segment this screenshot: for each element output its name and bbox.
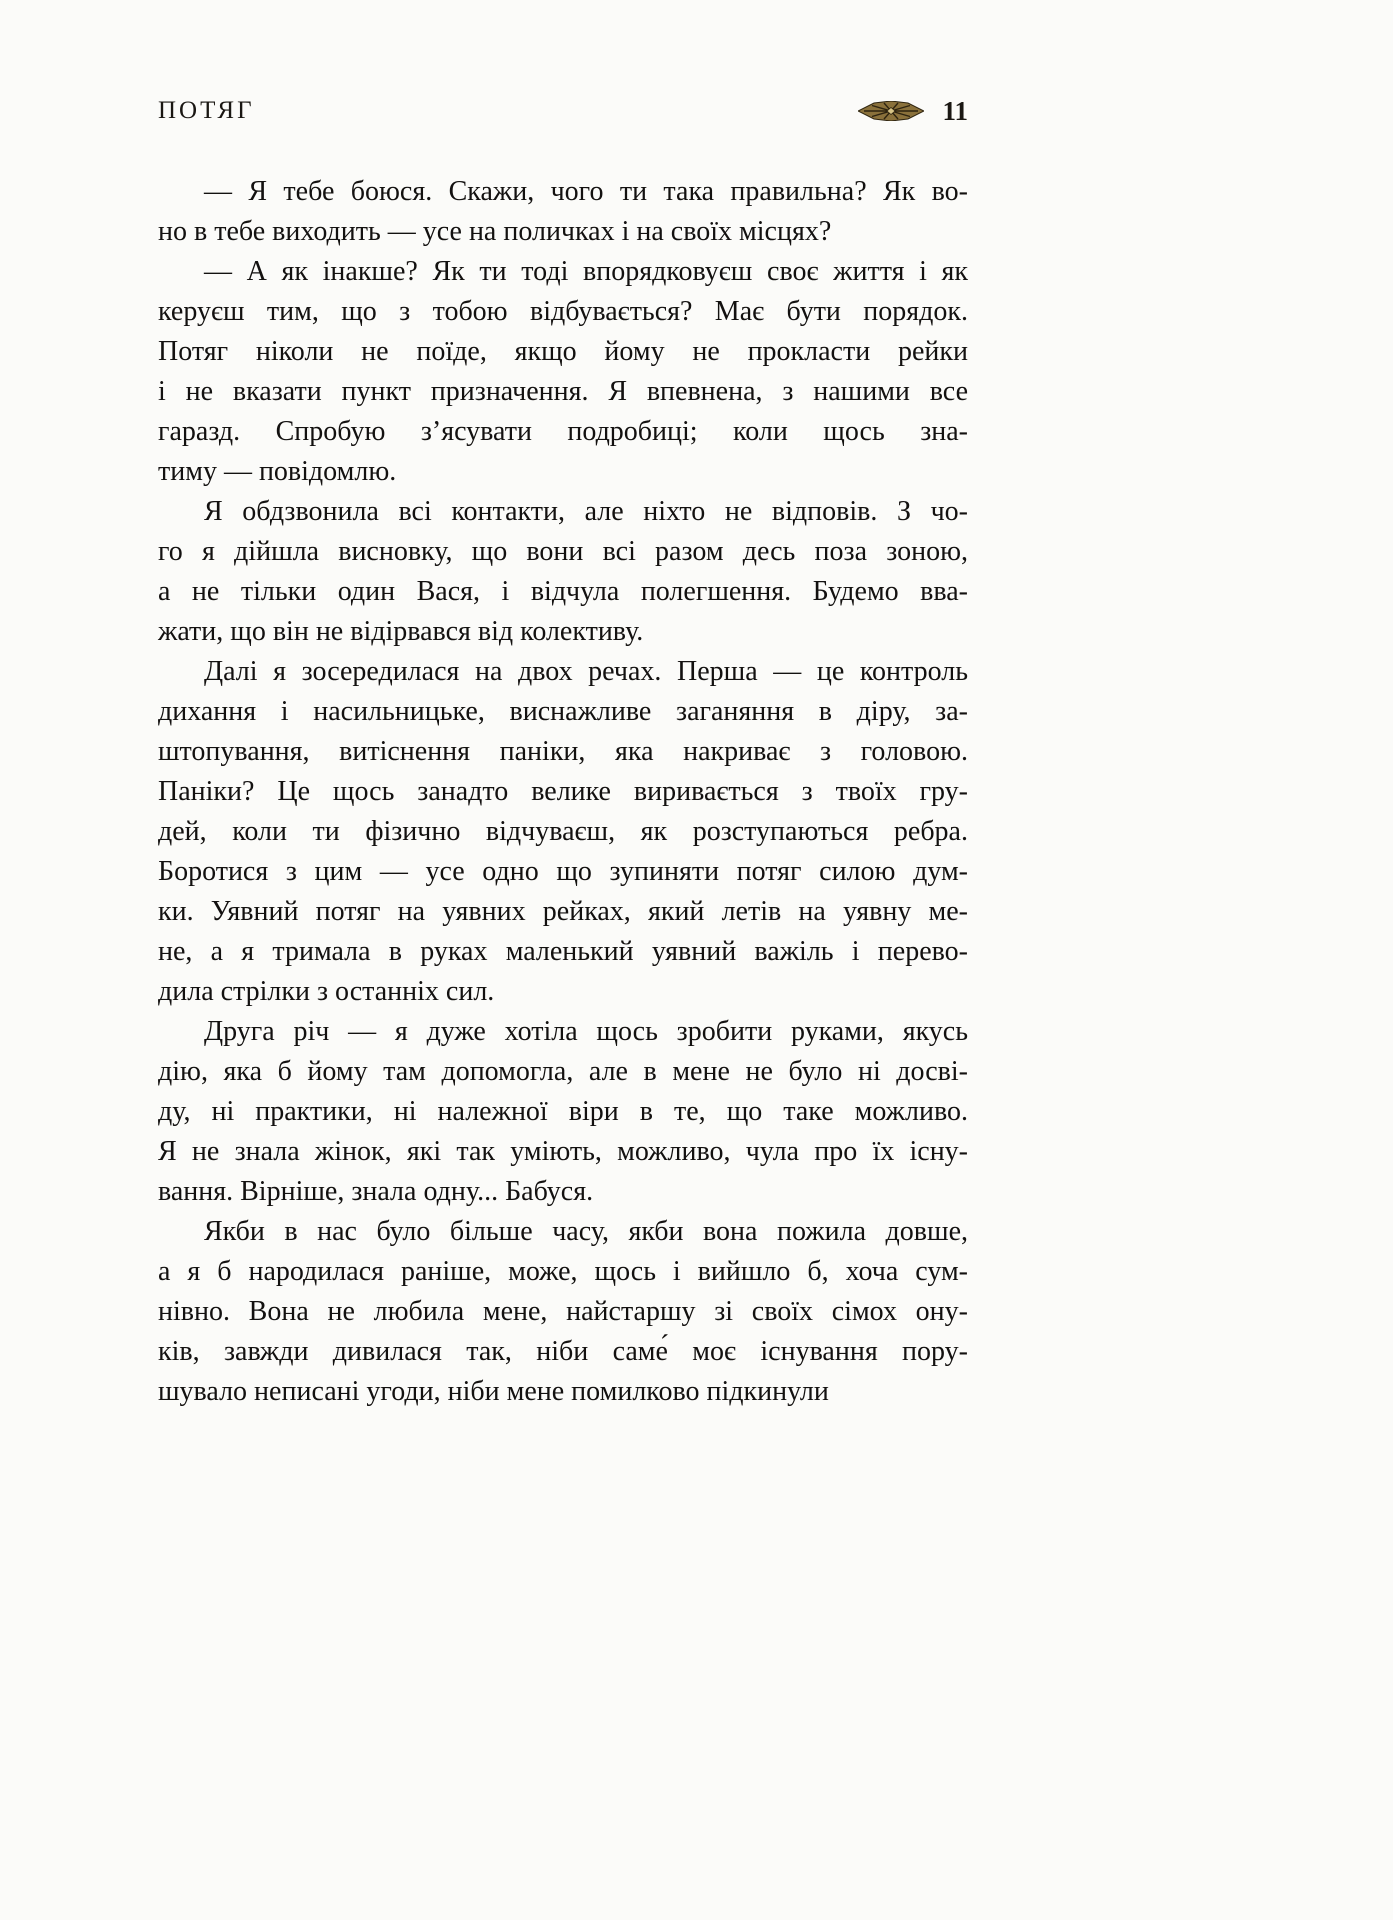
text-line: Потяг ніколи не поїде, якщо йому не прокласти рейки bbox=[158, 336, 968, 367]
text-block bbox=[158, 172, 968, 1412]
text-line: дей, коли ти фізично відчуваєш, як розступаються ребра. bbox=[158, 816, 968, 847]
text-line: керуєш тим, що з тобою відбувається? Має бути порядок. bbox=[158, 296, 968, 327]
text-line: а не тільки один Вася, і відчула полегшення. Будемо вва- bbox=[158, 576, 968, 607]
running-title: ПОТЯГ bbox=[158, 97, 255, 124]
text-line: — А як інакше? Як ти тоді впорядковуєш своє життя і як bbox=[204, 256, 968, 287]
text-line: а я б народилася раніше, може, щось і вийшло б, хоча сум- bbox=[158, 1256, 968, 1287]
paragraph bbox=[158, 172, 968, 252]
text-line: ки. Уявний потяг на уявних рейках, який летів на уявну ме- bbox=[158, 896, 968, 927]
text-line: но в тебе виходить — усе на поличках і на своїх місцях? bbox=[158, 216, 832, 247]
text-line: Я не знала жінок, які так уміють, можливо, чула про їх існу- bbox=[158, 1136, 968, 1167]
text-line: Паніки? Це щось занадто велике виривається з твоїх гру- bbox=[158, 776, 968, 807]
text-line: гаразд. Спробую з’ясувати подробиці; коли щось зна- bbox=[158, 416, 968, 447]
text-line: Я обдзвонила всі контакти, але ніхто не відповів. З чо- bbox=[204, 496, 968, 527]
text-line: Боротися з цим — усе одно що зупиняти потяг силою дум- bbox=[158, 856, 968, 887]
text-line: тиму — повідомлю. bbox=[158, 456, 397, 487]
text-line: ків, завжди дивилася так, ніби саме́ моє існування пору- bbox=[158, 1336, 968, 1367]
paragraph bbox=[158, 252, 968, 492]
text-line: вання. Вірніше, знала одну... Бабуся. bbox=[158, 1176, 594, 1207]
text-line: і не вказати пункт призначення. Я впевнена, з нашими все bbox=[158, 376, 968, 407]
text-line: не, а я тримала в руках маленький уявний важіль і перево- bbox=[158, 936, 968, 967]
paragraph bbox=[158, 1012, 968, 1212]
paragraph bbox=[158, 652, 968, 1012]
text-line: Друга річ — я дуже хотіла щось зробити руками, якусь bbox=[204, 1016, 968, 1047]
text-line: нівно. Вона не любила мене, найстаршу зі своїх сімох ону- bbox=[158, 1296, 968, 1327]
paragraph bbox=[158, 492, 968, 652]
page-number: 11 bbox=[942, 95, 968, 126]
text-line: штопування, витіснення паніки, яка накриває з головою. bbox=[158, 736, 968, 767]
text-line: — Я тебе боюся. Скажи, чого ти така правильна? Як во- bbox=[204, 176, 968, 207]
text-line: Якби в нас було більше часу, якби вона пожила довше, bbox=[204, 1216, 968, 1247]
text-line: ду, ні практики, ні належної віри в те, що таке можливо. bbox=[158, 1096, 968, 1127]
text-line: дію, яка б йому там допомогла, але в мене не було ні досві- bbox=[158, 1056, 968, 1087]
text-line: го я дійшла висновку, що вони всі разом десь поза зоною, bbox=[158, 536, 968, 567]
page-header bbox=[158, 94, 968, 128]
paragraph bbox=[158, 1212, 968, 1412]
text-line: шувало неписані угоди, ніби мене помилково підкинули bbox=[158, 1376, 829, 1407]
text-line: Далі я зосередилася на двох речах. Перша — це контроль bbox=[204, 656, 968, 687]
text-line: жати, що він не відірвався від колективу. bbox=[158, 616, 644, 647]
text-line: дила стрілки з останніх сил. bbox=[158, 976, 495, 1007]
text-line: дихання і насильницьке, виснажливе заганяння в діру, за- bbox=[158, 696, 968, 727]
diamond-ornament-icon bbox=[858, 101, 924, 121]
